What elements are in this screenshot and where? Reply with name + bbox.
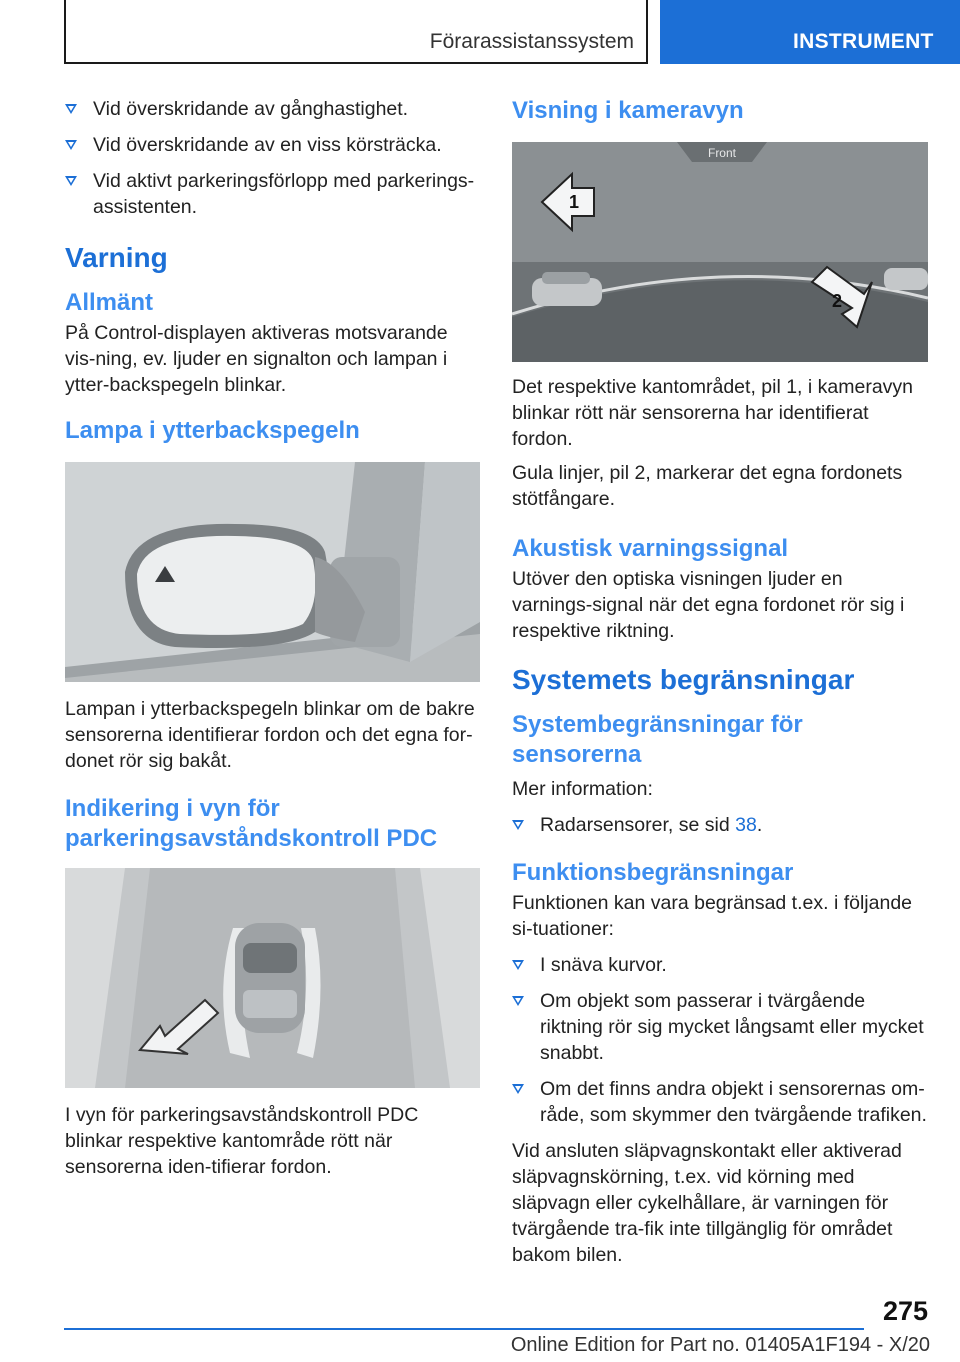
camera-arrow-2-label: 2 [832,291,843,311]
triangle-bullet-icon [512,820,524,830]
footer-divider [64,1328,864,1330]
heading-indikering: Indikering i vyn för parkeringsavståndskontroll PDC [65,795,438,852]
camera-view-image [512,142,928,362]
list-item: Om objekt som passerar i tvärgående riktning rör sig mycket långsamt eller mycket snabbt. [512,988,928,1066]
heading-varning: Varning [65,242,168,273]
mirror-illustration [65,462,480,682]
header-section-title: Förarassistanssystem [429,30,634,53]
heading-systemets: Systemets begränsningar [512,664,855,695]
heading-lampa: Lampa i ytterbackspegeln [65,417,360,444]
heading-visning: Visning i kameravyn [512,97,744,124]
triangle-bullet-icon [512,996,524,1006]
triangle-bullet-icon [65,140,77,150]
pdc-illustration [65,868,480,1088]
paragraph-funktion: Funktionen kan vara begränsad t.ex. i följande si-tuationer: [512,892,913,940]
camera-label-front: Front [707,146,737,160]
list-item: I snäva kurvor. [512,952,928,978]
page-link-38[interactable]: 38 [735,814,757,836]
triangle-bullet-icon [512,1084,524,1094]
list-item: Radarsensorer, se sid 38. [512,812,928,838]
footer-edition: Online Edition for Part no. 01405A1F194 - X/20 [510,1334,930,1356]
paragraph-akustisk: Utöver den optiska visningen ljuder en varnings-signal när det egna fordonet rör sig i respektive riktning. [512,568,905,642]
heading-allmant: Allmänt [65,289,154,316]
heading-akustisk: Akustisk varningssignal [512,535,789,562]
mirror-image [65,462,480,682]
paragraph-indikering: I vyn för parkeringsavståndskontroll PDC blinkar respektive kantområde rött när sensorerna iden-tifierar fordon. [65,1104,419,1178]
paragraph-mer: Mer information: [512,778,653,800]
triangle-bullet-icon [65,104,77,114]
list-item: Vid överskridande av gånghastighet. [65,96,480,122]
heading-sensor: Systembegränsningar för sensorerna [512,711,803,768]
header-chapter-tab: INSTRUMENT [660,0,960,64]
triangle-bullet-icon [512,960,524,970]
camera-arrow-1-label: 1 [569,192,580,212]
list-item: Vid överskridande av en viss körsträcka. [65,132,480,158]
paragraph-slapvagn: Vid ansluten släpvagnskontakt eller aktiverad släpvagnskörning, t.ex. vid körning med släpvagn eller cykelhållare, är varningen för tvärgående tra-fik inte tillgänglig för området bakom bilen. [512,1140,902,1266]
paragraph-visning-1: Det respektive kantområdet, pil 1, i kameravyn blinkar rött när sensorerna har identifierat fordon. [512,376,914,450]
right-column [512,96,928,1276]
triangle-bullet-icon [65,176,77,186]
list-item: Vid aktivt parkeringsförlopp med parkerings-assistenten. [65,168,480,220]
page-number: 275 [882,1296,928,1326]
paragraph-lampa: Lampan i ytterbackspegeln blinkar om de bakre sensorerna identifierar fordon och det egna for-donet rör sig bakåt. [65,698,475,772]
heading-funktion: Funktionsbegränsningar [512,859,794,886]
paragraph-allmant: På Control-displayen aktiveras motsvarande vis-ning, ev. ljuder en signalton och lampan i ytter-backspegeln blinkar. [65,322,448,396]
list-item: Om det finns andra objekt i sensorernas om-råde, som skymmer den tvärgående trafiken. [512,1076,928,1128]
camera-illustration [512,142,928,362]
paragraph-visning-2: Gula linjer, pil 2, markerar det egna fordonets stötfångare. [512,462,903,510]
left-column [65,96,480,1188]
pdc-view-image [65,868,480,1088]
